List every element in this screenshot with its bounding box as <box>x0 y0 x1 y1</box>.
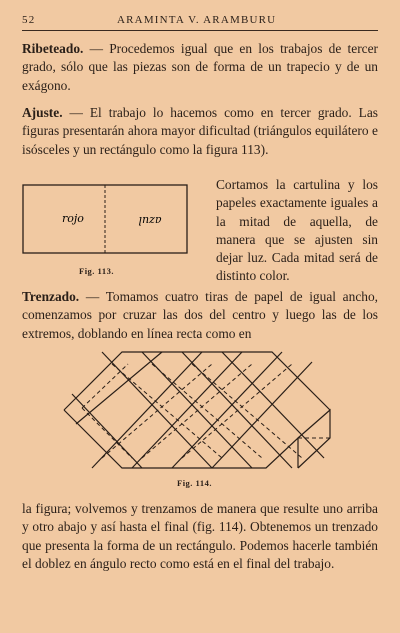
heading-ribeteado: Ribeteado. <box>22 41 84 56</box>
paragraph-cortamos: Cortamos la cartulina y los papeles exactamente iguales a la mitad de aquella, de manera que se ajusten sin dejar luz. Cada mitad será de distinto color. <box>216 177 378 284</box>
paragraph-final: la figura; volvemos y trenzamos de manera que resulte uno arriba y otro abajo y así hasta el final (fig. 114). Obtenemos un trenzado que presenta la forma de un rectángulo. Podemos hacerle también el doblez en ángulo recto como está en el final del trabajo. <box>22 501 378 571</box>
paragraph-ribeteado <box>22 40 378 95</box>
braid-drawing <box>62 342 340 470</box>
label-azul-group <box>138 214 161 227</box>
running-title: ARAMINTA V. ARAMBURU <box>117 14 277 26</box>
heading-trenzado: Trenzado. <box>22 289 80 304</box>
page-number: 52 <box>22 14 36 26</box>
label-rojo: rojo <box>62 212 84 225</box>
figure-113 <box>22 184 188 254</box>
text-trenzado: — Tomamos cuatro tiras de papel de igual ancho, comenzamos por cruzar las dos del centro y luego las de los extremos, doblando en línea recta como en <box>22 289 378 341</box>
header-rule <box>22 30 378 31</box>
figure-114 <box>62 342 340 470</box>
caption-fig-114: Fig. 114. <box>177 478 212 488</box>
braid-fold-end <box>298 410 330 468</box>
paragraph-ajuste <box>22 104 378 159</box>
paragraph-trenzado <box>22 288 378 343</box>
label-azul: azul <box>138 214 162 227</box>
figure-113-drawing <box>22 184 188 254</box>
strip-diagonal <box>76 352 162 424</box>
text-ribeteado: — Procedemos igual que en los trabajos de tercer grado, sólo que las piezas son de forma de un trapecio y de un exágono. <box>22 41 378 93</box>
strip-diagonal <box>222 352 324 458</box>
heading-ajuste: Ajuste. <box>22 105 63 120</box>
strip-diagonal <box>172 352 282 468</box>
strip-diagonal <box>72 394 142 468</box>
strip-diagonal <box>132 352 242 468</box>
text-ajuste: — El trabajo lo hacemos como en tercer grado. Las figuras presentarán ahora mayor dificultad (triángulos equilátero e isósceles y un rectángulo como la figura 113). <box>22 105 378 157</box>
strip-diagonal <box>92 352 202 468</box>
strip-diagonal <box>212 362 312 468</box>
caption-fig-113: Fig. 113. <box>79 266 114 276</box>
